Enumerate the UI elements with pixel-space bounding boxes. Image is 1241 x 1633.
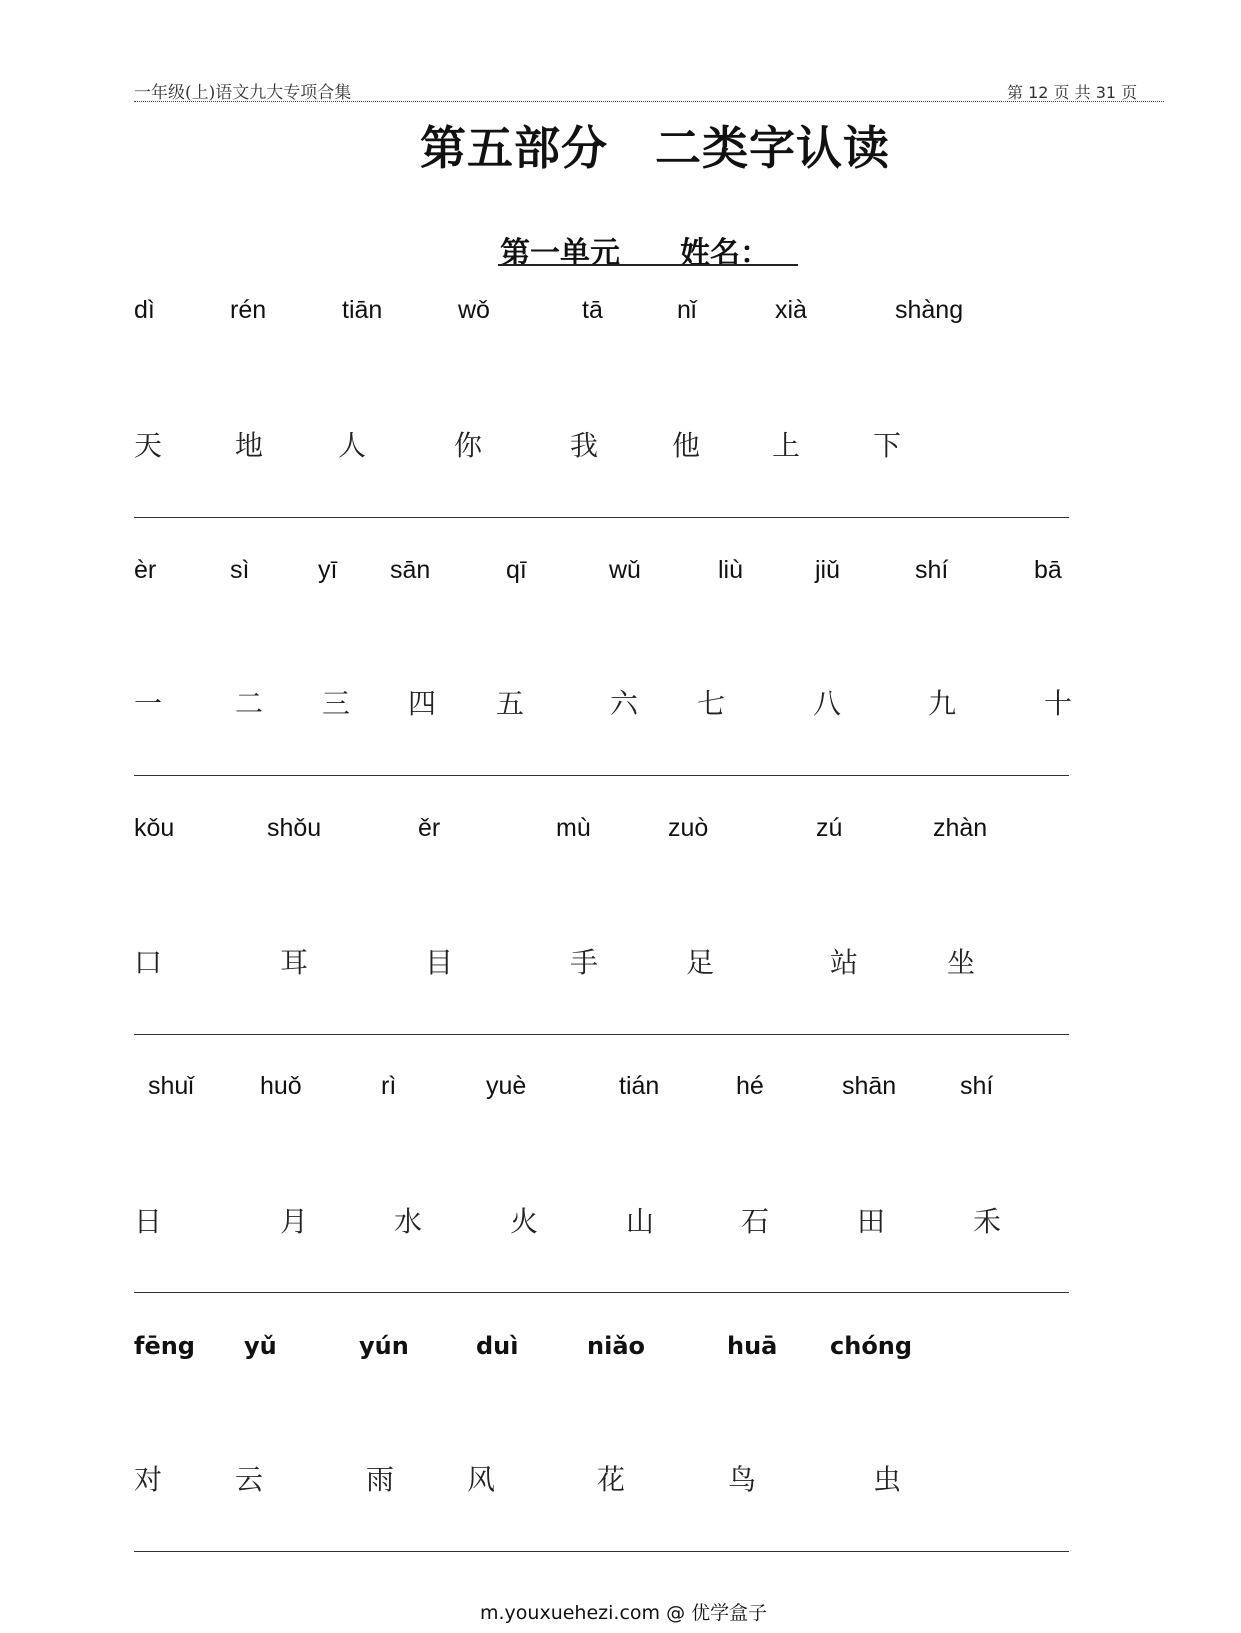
- pinyin-item: shuǐ: [148, 1072, 194, 1100]
- hanzi-item: 山: [626, 1205, 655, 1238]
- pinyin-item: huā: [727, 1332, 778, 1360]
- hanzi-item: 目: [425, 946, 454, 979]
- hanzi-item: 地: [235, 429, 264, 462]
- pinyin-item: ěr: [418, 814, 441, 842]
- pinyin-item: nǐ: [677, 296, 697, 324]
- section-divider: [134, 1551, 1069, 1552]
- hanzi-item: 我: [570, 429, 599, 462]
- pinyin-item: sān: [390, 556, 431, 584]
- header-document-title: 一年级(上)语文九大专项合集: [134, 83, 352, 103]
- hanzi-item: 九: [928, 687, 957, 720]
- hanzi-item: 他: [672, 429, 701, 462]
- hanzi-item: 你: [454, 429, 483, 462]
- pinyin-item: sì: [230, 556, 250, 584]
- pinyin-item: shān: [842, 1072, 897, 1100]
- pinyin-item: niǎo: [587, 1332, 645, 1360]
- pinyin-item: yī: [318, 556, 338, 584]
- footer-watermark: m.youxuehezi.com @ 优学盒子: [480, 1602, 768, 1624]
- section-divider: [134, 1034, 1069, 1035]
- hanzi-item: 鸟: [728, 1463, 757, 1496]
- pinyin-item: fēng: [134, 1332, 195, 1360]
- hanzi-item: 火: [510, 1205, 539, 1238]
- header-page-number: 第 12 页 共 31 页: [1007, 83, 1138, 102]
- pinyin-item: dì: [134, 296, 155, 324]
- hanzi-item: 日: [134, 1205, 163, 1238]
- pinyin-item: tā: [582, 296, 603, 324]
- hanzi-item: 禾: [973, 1205, 1002, 1238]
- pinyin-item: èr: [134, 556, 157, 584]
- hanzi-item: 虫: [873, 1463, 902, 1496]
- pinyin-item: mù: [556, 814, 591, 842]
- hanzi-item: 二: [235, 687, 264, 720]
- pinyin-item: chóng: [830, 1332, 913, 1360]
- pinyin-item: qī: [506, 556, 527, 584]
- pinyin-item: shàng: [895, 296, 964, 324]
- pinyin-item: wǒ: [458, 296, 490, 324]
- section-divider: [134, 517, 1069, 518]
- pinyin-item: liù: [718, 556, 744, 584]
- hanzi-item: 天: [134, 429, 163, 462]
- hanzi-item: 石: [741, 1205, 770, 1238]
- hanzi-item: 下: [873, 429, 902, 462]
- section-divider: [134, 775, 1069, 776]
- hanzi-item: 足: [686, 946, 715, 979]
- pinyin-item: yuè: [486, 1072, 527, 1100]
- hanzi-item: 站: [830, 946, 859, 979]
- unit-label: 第一单元: [500, 236, 620, 271]
- pinyin-item: jiǔ: [815, 556, 841, 584]
- name-underline: [498, 264, 798, 266]
- pinyin-item: shí: [960, 1072, 994, 1100]
- student-name-label: 姓名：: [680, 236, 770, 271]
- pinyin-item: bā: [1034, 556, 1062, 584]
- pinyin-item: wǔ: [609, 556, 641, 584]
- hanzi-item: 口: [134, 946, 163, 979]
- hanzi-item: 对: [134, 1463, 163, 1496]
- hanzi-item: 风: [467, 1463, 496, 1496]
- hanzi-item: 月: [280, 1205, 309, 1238]
- hanzi-item: 云: [235, 1463, 264, 1496]
- pinyin-item: tián: [619, 1072, 660, 1100]
- hanzi-item: 花: [597, 1463, 626, 1496]
- pinyin-item: zhàn: [933, 814, 988, 842]
- pinyin-item: yǔ: [244, 1332, 277, 1360]
- pinyin-item: kǒu: [134, 814, 175, 842]
- hanzi-item: 坐: [947, 946, 976, 979]
- hanzi-item: 五: [496, 687, 525, 720]
- hanzi-item: 三: [322, 687, 351, 720]
- pinyin-item: huǒ: [260, 1072, 302, 1100]
- hanzi-item: 人: [338, 429, 367, 462]
- pinyin-item: tiān: [342, 296, 383, 324]
- hanzi-item: 雨: [366, 1463, 395, 1496]
- pinyin-item: yún: [359, 1332, 409, 1360]
- page-title: 第五部分 二类字认读: [420, 121, 890, 175]
- hanzi-item: 耳: [280, 946, 309, 979]
- hanzi-item: 六: [610, 687, 639, 720]
- pinyin-item: shǒu: [267, 814, 322, 842]
- pinyin-item: rén: [230, 296, 267, 324]
- pinyin-item: hé: [736, 1072, 764, 1100]
- hanzi-item: 手: [570, 946, 599, 979]
- pinyin-item: zuò: [668, 814, 709, 842]
- header-divider: [134, 101, 1164, 102]
- hanzi-item: 八: [813, 687, 842, 720]
- pinyin-item: rì: [381, 1072, 397, 1100]
- hanzi-item: 水: [394, 1205, 423, 1238]
- pinyin-item: zú: [816, 814, 843, 842]
- pinyin-item: duì: [476, 1332, 519, 1360]
- hanzi-item: 七: [697, 687, 726, 720]
- hanzi-item: 十: [1044, 687, 1073, 720]
- pinyin-item: shí: [915, 556, 949, 584]
- section-divider: [134, 1292, 1069, 1293]
- hanzi-item: 田: [857, 1205, 886, 1238]
- hanzi-item: 四: [408, 687, 437, 720]
- hanzi-item: 上: [772, 429, 801, 462]
- pinyin-item: xià: [775, 296, 807, 324]
- hanzi-item: 一: [134, 687, 163, 720]
